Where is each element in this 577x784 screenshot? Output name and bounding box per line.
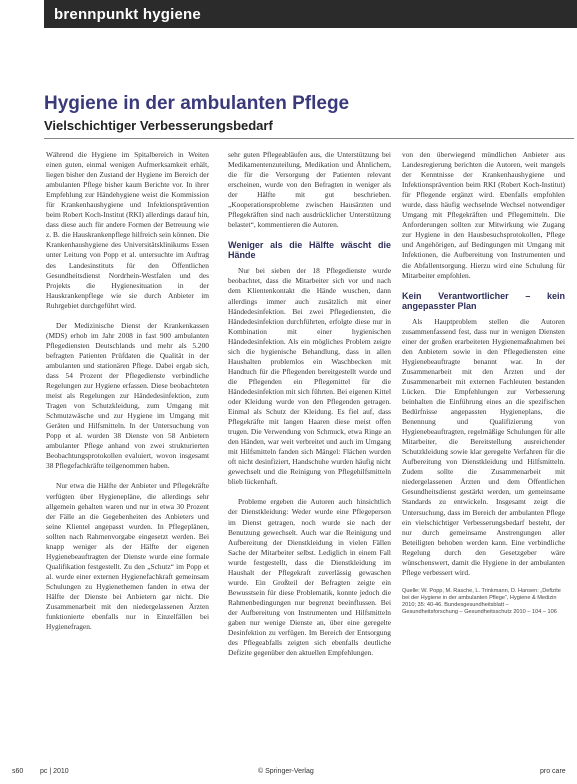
magazine-name: pro care bbox=[540, 768, 566, 775]
section-heading: Kein Verantwortlicher – kein angepasster Plan bbox=[402, 290, 565, 311]
paragraph: Der Medizinische Dienst der Krankenkassen (MDS) erhob im Jahr 2008 in fast 900 ambulanten Pflegediensten Deutschlands und mehr als 5.200 befragten Patienten Prüfdaten die Qualität in der ambulanten und stationären Pflege. Dabei ergab sich, dass 54 Prozent der Pflegedienste verbindliche Regelungen zur Hygiene erfassen. Diese beobachteten meist als Regelungen zur Händedesinfektion, zum Tragen von Schutzkleidung, zum Umgang mit Schmutzwäsche und zur Hygiene im Umgang mit Geräten und Hilfsmitteln. In der Untersuchung von Popp et al. wurden 38 Dienste von 58 Anbietern ambulanter Pflege anhand von zwei strukturierten Beobachtungsprotokollen evaluiert, wovon insgesamt 38 Pflegefachkräfte teilgenommen haben. bbox=[46, 320, 209, 471]
section-heading: Weniger als die Hälfte wäscht die Hände bbox=[228, 240, 391, 261]
text-column-1 bbox=[46, 150, 209, 762]
page-footer bbox=[0, 766, 577, 780]
text-column-3 bbox=[402, 150, 565, 762]
paragraph: Während die Hygiene im Spitalbereich in Weiten einen guten, einmal wenigen Aufmerksamkeit erhält, liegen bisher den Zustand der Hygiene im Bereich der ambulanten Pflege bisher kaum Berichte vor. In ihrer Empfehlung zur Händehygiene weist die Kommission für Krankenhaushygiene und Infektionsprävention beim Robert Koch-Institut (RKI) allerdings darauf hin, dass diese auch für andere Formen der Betreuung wie z. B. die Hauskrankenpflege hilfreich sein können. Die Krankenhaushygiene des Universitätsklinikums Essen unter Leitung von Popp et al. untersuchte im Auftrag des Landesinstituts für den Öffentlichen Gesundheitsdienst Nordrhein-Westfalen und des Projekts die Hygienesituation in der Hauskrankenpflege wie sie durch Anbieter im Ruhrgebiet durchgeführt wird. bbox=[46, 150, 209, 310]
issue-label: pc | 2010 bbox=[40, 768, 69, 775]
article-subtitle: Vielschichtiger Verbesserungsbedarf bbox=[44, 118, 273, 133]
page-number: s60 bbox=[12, 768, 24, 775]
paragraph: Nur etwa die Hälfte der Anbieter und Pflegekräfte verfügten über Hygienepläne, die allerdings sehr allgemein gehalten waren und nur in etwa 30 Prozent der Fälle an die Gegebenheiten des Anbieters und seine Klientel angepasst wurden. In Pflegeplänen, sollten nach Rahmenvorgabe eingesetzt werden. Bei knapp weniger als der Hälfte der eigenen Hygienebeauftragten der Dienste wurde eine formale Qualifikation festgestellt. Zu den „Schutz“ im Popp et al. wurde einer externen Hygienefachkraft gemeinsam Schulungen zu Hygienethemen fanden in etwa der Hälfte der Dienste bei Anbietern gar nicht. Die Zusammenarbeit mit den niedergelassenen Ärzten funktionierte ebenfalls nur in Einzelfällen bei Hygienefragen. bbox=[46, 481, 209, 632]
paragraph: sehr guten Pflegeabläufen aus, die Unterstützung bei Medikamentenzuteilung, Medikation und Ähnlichem, die für die Versorgung der Patienten relevant erscheinen, wurde von den Befragten in weniger als der Hälfte mit gut beschrieben. „Kooperationsprobleme zwischen Hausärzten und Pflegekräften sind nach ausdrücklicher Unterstützung belastet“, kommentieren die Autoren. bbox=[228, 150, 391, 230]
paragraph: Probleme ergeben die Autoren auch hinsichtlich der Dienstkleidung: Weder wurde eine Pflegeperson im Dienst getragen, noch wurde sie nach der Benutzung gewechselt. Auch war die Reinigung und Aufbereitung der Dienstkleidung in vielen Fällen Sache der Mitarbeiter selbst. Lediglich in einem Fall wurde festgestellt, dass die Dienstkleidung im Haushalt der Pflegekraft zuverlässig gewaschen wurde. Ein Großteil der Befragten zeigte ein Bewusstsein für diese Problematik, konnte jedoch die Rahmenbedingungen nur begrenzt beeinflussen. Bei der Aufbereitung von Instrumenten und Hilfsmitteln gaben nur wenige Dienste an, über eine geregelte Desinfektion zu verfügen. Im Bereich der Entsorgung des Pflegeabfalls zeigten sich ebenfalls deutliche Defizite gegenüber den aktuellen Empfehlungen. bbox=[228, 497, 391, 658]
publisher-label: © Springer-Verlag bbox=[258, 768, 314, 775]
paragraph: Nur bei sieben der 18 Pflegedienste wurde beobachtet, dass die Mitarbeiter sich vor und nach dem Klientenkontakt die Hände wuschen, dann allerdings immer auch zusätzlich mit einer Händedesinfektion. Bei zwei Pflegediensten, die Händedesinfektion durchführten, erfolgte diese nur in Kombination mit einer hygienischen Händedesinfektion. Als ein mögliches Problem zeigte sich die hygienische Behandlung, dass in allen Haushalten problemlos ein Waschbecken mit Handtuch für die Pflegenden bereitgestellt wurde und die Pflegenden ein Pflegemittel für die Händedesinfektion mit sich führten. Bei eigenen Kittel oder Kleidung wurde von den Pflegenden getragen. Einmal als Schutz der Kleidung. Es fiel auf, dass Pflegekräfte mit langen Haaren diese meist offen trugen. Die Verwendung von Schmuck, etwa Ringe an den Händen, war weit verbreitet und auch im Umgang mit Hilfsmitteln fanden sich Mängel: Flächen wurden oft nicht desinfiziert, Handschuhe wurden häufig nicht gewechselt und die Reinigung von Pflegehilfsmitteln blieb lückenhaft. bbox=[228, 266, 391, 487]
source-citation: Quelle: W. Popp, M. Rasche, L. Trinkmann, D. Hansen: „Defizite bei der Hygiene in der ambulanten Pflege“, Hygiene & Medizin 2010; 35: 40-46. Bundesgesundheitsblatt – Gesundheitsforschung – Gesundheitsschutz 2010 – 104 – 106 bbox=[402, 587, 561, 615]
text-column-2 bbox=[228, 150, 391, 762]
section-label: brennpunkt hygiene bbox=[54, 6, 201, 23]
article-title: Hygiene in der ambulanten Pflege bbox=[44, 93, 350, 114]
title-divider bbox=[44, 138, 574, 139]
paragraph: von den überwiegend mündlichen Anbieter aus Landesregierung berichten die Autoren, weit mangels der Kenntnisse der Krankenhaushygiene und Infektionsprävention beim RKI (Robert Koch-Institut) für Pflegende ergänzt wird. Ebenfalls empfohlen wurde, dass häufig wechselnde Wechsel notwendiger Umgang mit Pflegekräften und Pflegemitteln. Die Anforderungen sollten zur Mitwirkung wie Zugang zur Hygiene in den Hausbesuchsprotokollen, Pflege und Angehörigen, auf Bedingungen mit Umgang mit Infektionen, die Aufbereitung von Instrumenten und die Abfallentsorgung. Hierzu wird eine Schulung für Mitarbeiter empfohlen. bbox=[402, 150, 565, 280]
paragraph: Als Hauptproblem stellen die Autoren zusammenfassend fest, dass nur in wenigen Diensten einer der großen erarbeiteten Hygienemaßnahmen bei den Anbietern sowie in den Pflegediensten eine Hygienebeauftragte benannt war. In der Zusammenarbeit mit den Ärzten und der Zusammenarbeit mit externen Fachleuten bestanden Lücken. Die Empfehlungen zur Verbesserung beinhalten die Einführung eines an die spezifischen Bedürfnisse angepassten Hygieneplans, die Benennung und Qualifizierung von Hygienebeauftragten, regelmäßige Schulungen für alle Mitarbeiter, die Bereitstellung ausreichender Schutzkleidung sowie klar geregelte Verfahren für die Aufbereitung von Dienstkleidung und Hilfsmitteln. Zudem sollte die Zusammenarbeit mit niedergelassenen Ärzten und dem Öffentlichen Gesundheitsdienst gestärkt werden, um gemeinsame Standards zu entwickeln. Insgesamt zeigt die Untersuchung, dass im Bereich der ambulanten Pflege ein vielschichtiger Verbesserungsbedarf besteht, der nur durch gemeinsame Anstrengungen aller Beteiligten behoben werden kann. Eine verbindliche Regelung durch den Gesetzgeber wäre wünschenswert, damit die Hygiene in der ambulanten Pflege verbessert wird. bbox=[402, 316, 565, 577]
section-header-bar bbox=[44, 0, 577, 28]
